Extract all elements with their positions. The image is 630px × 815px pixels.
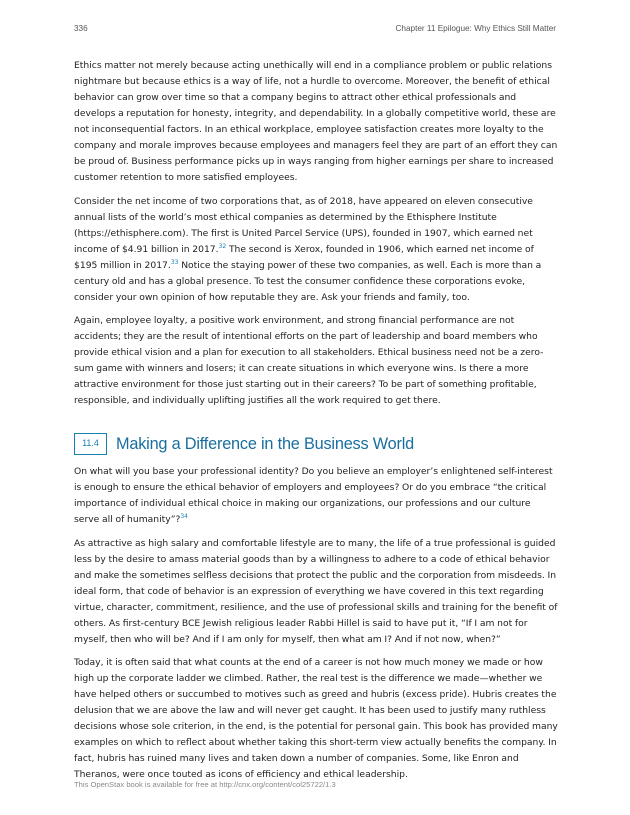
paragraph: Today, it is often said that what counts at the end of a career is not how much money we made or how high up the corporate ladder we climbed. Rather, the real test is the difference we made—whether we have helped others or succumbed to motives such as greed and hubris (excess pride). Hubris creates the delusion that we are above the law and will never get caught. It has been used to justify many ruthless decisions whose sole criterion, in the end, is the potential for personal gain. This book has provided many examples on which to reflect about whether taking this short-term view actually benefits the company. In fact, hubris has ruined many lives and taken down a number of companies. Some, like Enron and Theranos, were once touted as icons of efficiency and ethical leadership.: [74, 657, 558, 780]
footnote-link-34[interactable]: 34: [180, 513, 188, 520]
paragraph: As attractive as high salary and comfortable lifestyle are to many, the life of a true professional is guided less by the desire to amass material goods than by a willingness to adhere to a code of ethical behavior and make the sometimes selfless decisions that protect the public and the corporation from misdeeds. In ideal form, that code of behavior is an expression of everything we have covered in this text regarding virtue, character, commitment, resilience, and the use of professional skills and training for the benefit of others. As first-century BCE Jewish religious leader Rabbi Hillel is said to have put it, “If I am not for myself, then who will be? And if I am only for myself, then what am I? And if not now, when?”: [74, 537, 558, 645]
footnote-link-33[interactable]: 33: [170, 258, 179, 266]
paragraph: On what will you base your professional identity? Do you believe an employer’s enlightened self-interest is enough to ensure the ethical behavior of employers and employees? Or do you embrace “the critical importance of individual ethical choice in making our organizations, our professions and our culture serve all of humanity”?$^{34}$: [74, 466, 553, 525]
section-heading: [74, 433, 558, 455]
paragraph: Again, employee loyalty, a positive work environment, and strong financial performance are not accidents; they are the result of intentional efforts on the part of leadership and board members who provide ethical vision and a plan for execution to all stakeholders. Ethical business need not be a zero-sum game with winners and losers; it can create situations in which everyone wins. Is there a more attractive environment for those just starting out in their careers? To be part of something profitable, responsible, and individually uplifting justifies all the work required to get there.: [74, 315, 544, 406]
footnote-link-32[interactable]: 32: [218, 242, 227, 250]
page-footer: This OpenStax book is available for free at http://cnx.org/content/col25722/1.3: [74, 780, 336, 789]
paragraph: Ethics matter not merely because acting unethically will end in a compliance problem or public relations nightmare but because ethics is a way of life, not a hurdle to overcome. Moreover, the benefit of ethical behavior can grow over time so that a company begins to attract other ethical professionals and develops a reputation for honesty, integrity, and dependability. In a globally competitive world, these are not inconsequential factors. In an ethical workplace, employee satisfaction creates more loyalty to the company and morale improves because employees and managers feel they are part of an effort they can be proud of. Business performance picks up in ways ranging from higher earnings per share to increased customer retention to more satisfied employees.: [74, 60, 558, 183]
chapter-title: Chapter 11 Epilogue: Why Ethics Still Matter: [395, 24, 556, 33]
page-content: [74, 58, 558, 791]
paragraph: Consider the net income of two corporations that, as of 2018, have appeared on eleven consecutive annual lists of the world’s most ethical companies as determined by the Ethisphere Institute (https://ethisphere.com). The first is United Parcel Service (UPS), founded in 1907, which earned net income of $4.91 billion in 2017.32 The second is Xerox, founded in 1906, which earned net income of $195 million in 2017.33 Notice the staying power of these two companies, as well. Each is more than a century old and has a global presence. To test the consumer confidence these corporations evoke, consider your own opinion of how reputable they are. Ask your friends and family, too.: [74, 195, 542, 303]
page-number: 336: [74, 24, 88, 33]
section-number-badge: 11.4: [74, 433, 107, 455]
section-title: Making a Difference in the Business World: [116, 434, 414, 453]
